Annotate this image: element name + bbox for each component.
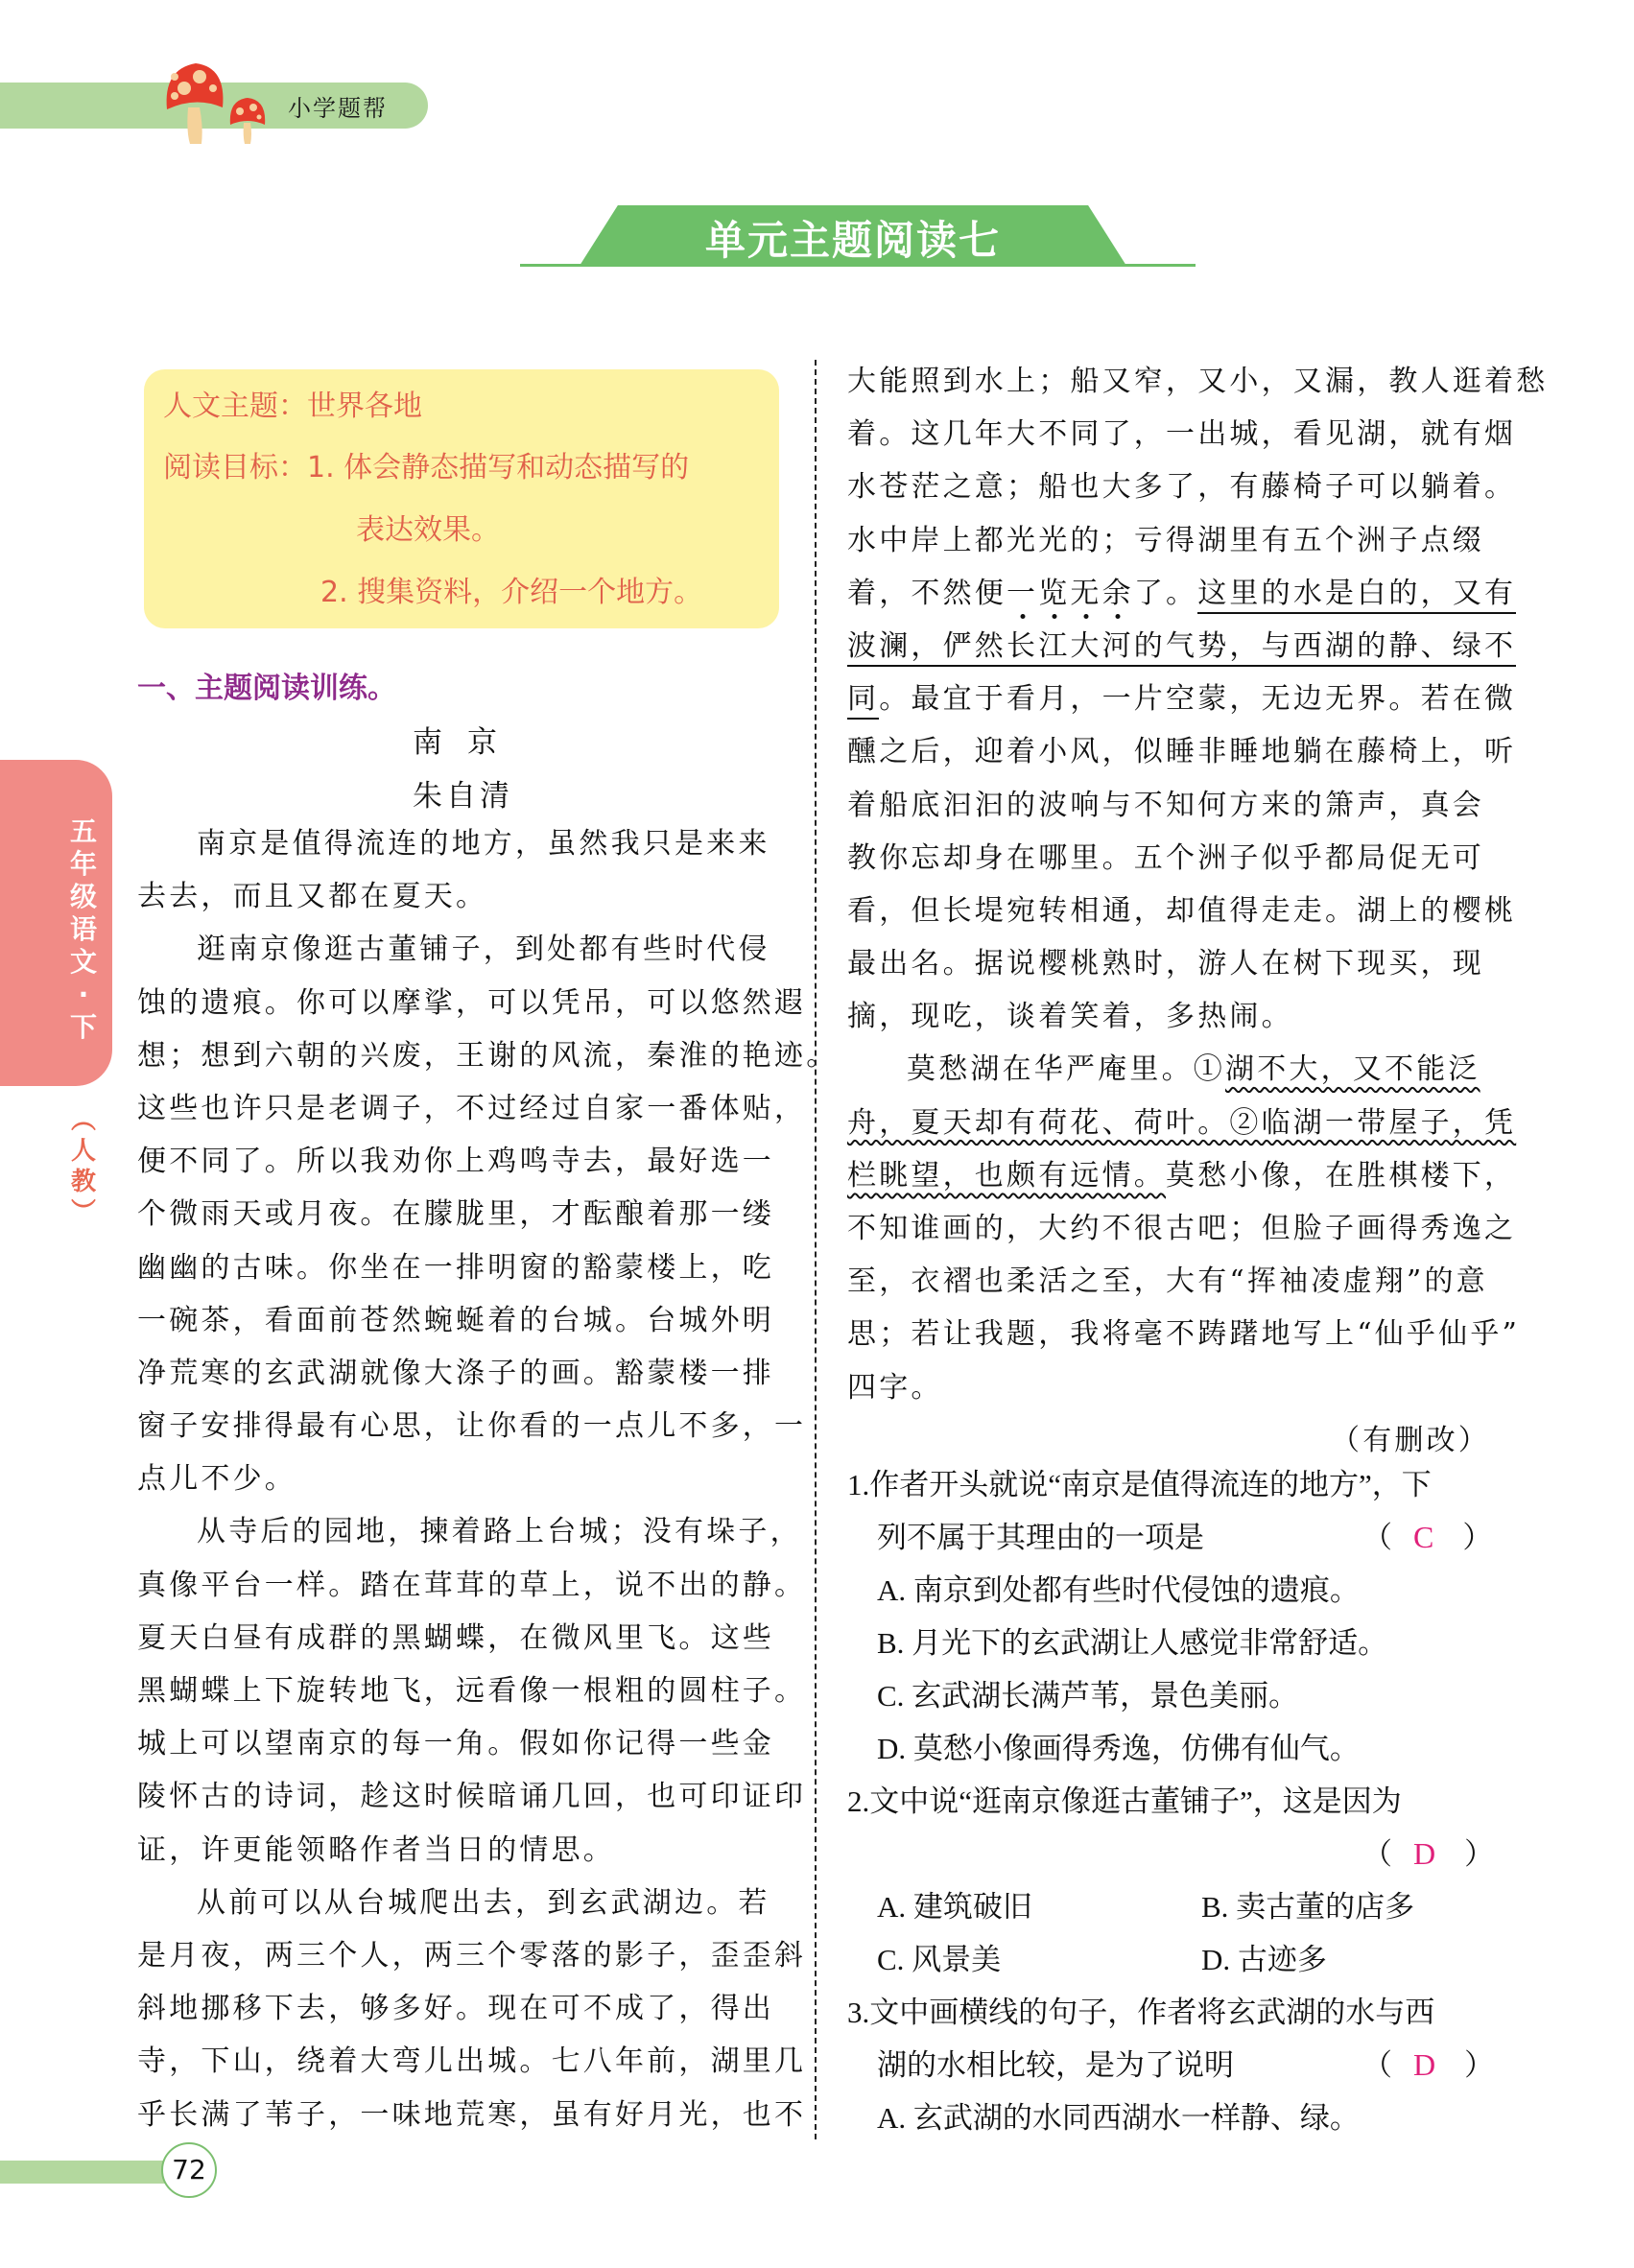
- bracket-open: （: [1362, 1521, 1392, 1554]
- question-1-stem-line2: 列不属于其理由的一项是: [877, 1521, 1204, 1554]
- passage-line: [847, 1149, 1517, 1202]
- passage-line: 证，许更能领略作者当日的情思。: [137, 1832, 615, 1867]
- passage-line: 思；若让我题，我将毫不踌躇地写上“仙乎仙乎”: [847, 1317, 1521, 1352]
- passage-line: 水苍茫之意；船也大多了，有藤椅子可以躺着。: [847, 470, 1517, 505]
- question-number: 3.: [847, 1996, 870, 2029]
- passage-line: 幽幽的古味。你坐在一排明窗的豁蒙楼上，吃: [137, 1250, 774, 1285]
- question-1-option-c: C. 玄武湖长满芦苇，景色美丽。: [877, 1679, 1299, 1713]
- question-3-stem: [847, 1988, 1434, 2031]
- theme-label: 人文主题：: [163, 390, 307, 423]
- theme-value: 世界各地: [307, 390, 422, 423]
- question-3-option-a: A. 玄武湖的水同西湖水一样静、绿。: [877, 2101, 1360, 2135]
- passage-text: 莫愁小像，在胜棋楼下，: [1166, 1158, 1517, 1193]
- passage-line: 至，衣褶也柔活之至，大有“挥袖凌虚翔”的意: [847, 1264, 1488, 1299]
- passage-line: 着。这几年大不同了，一出城，看见湖，就有烟: [847, 417, 1517, 452]
- passage-line: [847, 1043, 1500, 1096]
- question-text: 作者开头就说“南京是值得流连的地方”，下: [869, 1468, 1432, 1501]
- passage-line: 净荒寒的玄武湖就像大涤子的画。豁蒙楼一排: [137, 1356, 774, 1390]
- question-2-option-b: B. 卖古董的店多: [1201, 1890, 1415, 1924]
- question-1-answer: C: [1413, 1520, 1434, 1554]
- brand-name: 小学题帮: [288, 95, 388, 122]
- passage-line: 摘，现吃，谈着笑着，多热闹。: [847, 1000, 1293, 1034]
- emphasis-dot-char: 余: [1101, 576, 1134, 610]
- question-1-option-d: D. 莫愁小像画得秀逸，仿佛有仙气。: [877, 1732, 1360, 1765]
- question-3-answer: D: [1413, 2047, 1436, 2082]
- bracket-open: （: [1362, 1837, 1392, 1871]
- question-number: 2.: [847, 1784, 870, 1818]
- passage-line-underlined: [847, 620, 1517, 673]
- passage-text: 。最宜于看月，一片空蒙，无边无界。若在微: [879, 682, 1517, 717]
- goal-1-line2: 表达效果。: [356, 513, 500, 547]
- question-1-option-a: A. 南京到处都有些时代侵蚀的遗痕。: [877, 1573, 1360, 1607]
- footer-bar: [0, 2161, 173, 2184]
- passage-right-column: [847, 355, 1549, 1467]
- bracket-close: ）: [1464, 1837, 1495, 1871]
- passage-line-with-underline: 着，不然便一览无余了。这里的水是白的，又有: [847, 567, 1500, 620]
- grade-label: 五 年 级 语 文 · 下: [69, 815, 97, 1043]
- question-1-answer-field[interactable]: [1362, 1513, 1497, 1556]
- passage-line: 从寺后的园地，揀着路上台城；没有垛子，: [197, 1515, 802, 1549]
- emphasis-dot-char: 无: [1070, 576, 1102, 610]
- passage-line: 蚀的遗痕。你可以摩挲，可以凭吊，可以悠然遐: [137, 985, 807, 1020]
- passage-line: 便不同了。所以我劝你上鸡鸣寺去，最好选一: [137, 1145, 774, 1179]
- passage-line: 南京是值得流连的地方，虽然我只是来来: [197, 827, 770, 861]
- underlined-sentence: 这里的水是白的，又有: [1197, 577, 1516, 614]
- question-2-answer-field[interactable]: [1362, 1830, 1497, 1873]
- passage-line: 想；想到六朝的兴废，王谢的风流，秦淮的艳迹。: [137, 1038, 839, 1073]
- passage-line: 城上可以望南京的每一角。假如你记得一些金: [137, 1727, 774, 1761]
- question-text: 文中画横线的句子，作者将玄武湖的水与西: [869, 1996, 1435, 2029]
- bracket-close: ）: [1462, 1521, 1493, 1554]
- question-text: 文中说“逛南京像逛古董铺子”，这是因为: [869, 1784, 1402, 1818]
- passage-line: 逛南京像逛古董铺子，到处都有些时代侵: [197, 933, 770, 967]
- question-3-answer-field[interactable]: [1362, 2041, 1497, 2084]
- passage-line: 最出名。据说樱桃熟时，游人在树下现买，现: [847, 947, 1484, 981]
- section-heading: 一、主题阅读训练。: [137, 672, 396, 705]
- bracket-open: （: [1362, 2048, 1392, 2082]
- question-1-stem: [847, 1460, 1432, 1503]
- passage-line: 水中岸上都光光的；亏得湖里有五个洲子点缀: [847, 523, 1484, 557]
- passage-line: 个微雨天或月夜。在朦胧里，才酝酿着那一缕: [137, 1197, 774, 1232]
- underlined-sentence: 波澜，俨然长江大河的气势，与西湖的静、绿不: [847, 629, 1516, 667]
- passage-line: 一碗茶，看面前苍然蜿蜒着的台城。台城外明: [137, 1303, 774, 1337]
- source-note: （有删改）: [1331, 1423, 1490, 1457]
- passage-line: 点儿不少。: [137, 1462, 296, 1497]
- bracket-close: ）: [1464, 2048, 1495, 2082]
- edition-label: ︵ 人 教 ︶: [70, 1106, 96, 1227]
- mushroom-icon: [163, 59, 228, 146]
- passage-line: 不知谁画的，大约不很古吧；但脸子画得秀逸之: [847, 1212, 1517, 1245]
- passage-line: 着船底汩汩的波响与不知何方来的箫声，真会: [847, 788, 1484, 822]
- passage-line: 黑蝴蝶上下旋转地飞，远看像一根粗的圆柱子。: [137, 1674, 807, 1708]
- goal-1-line1: 1. 体会静态描写和动态描写的: [307, 451, 690, 484]
- passage-line: 夏天白昼有成群的黑蝴蝶，在微风里飞。这些: [137, 1620, 774, 1655]
- passage-line: 醺之后，迎着小风，似睡非睡地躺在藤椅上，听: [847, 735, 1517, 769]
- passage-line: 去去，而且又都在夏天。: [137, 880, 488, 914]
- passage-line: 这些也许只是老调子，不过经过自家一番体贴，: [137, 1091, 807, 1125]
- passage-line: 四字。: [847, 1370, 943, 1405]
- passage-line: 教你忘却身在哪里。五个洲子似乎都局促无可: [847, 840, 1484, 875]
- emphasis-dot-char: 一: [1006, 576, 1039, 610]
- passage-left-column: [137, 817, 839, 2141]
- question-3-stem-line2: 湖的水相比较，是为了说明: [877, 2048, 1234, 2082]
- mushroom-small-icon: [228, 96, 267, 146]
- question-2-option-d: D. 古迹多: [1201, 1943, 1327, 1976]
- goal-row-1: [163, 443, 689, 485]
- passage-line: 从前可以从台城爬出去，到玄武湖边。若: [197, 1885, 770, 1920]
- goal-label: 阅读目标：: [163, 451, 307, 484]
- wavy-underlined-sentence: 栏眺望，也颇有远情。: [847, 1158, 1166, 1193]
- question-2-answer: D: [1413, 1836, 1436, 1871]
- passage-text: 莫愁湖在华严庵里。①: [907, 1052, 1225, 1087]
- wavy-underlined-sentence: 舟，夏天却有荷花、荷叶。②临湖一带屋子，凭: [847, 1105, 1517, 1140]
- emphasis-dot-char: 览: [1038, 576, 1071, 610]
- passage-line: 窗子安排得最有心思，让你看的一点儿不多，一: [137, 1409, 807, 1444]
- wavy-underlined-sentence: 湖不大，又不能泛: [1225, 1052, 1480, 1087]
- story-author: 朱自清: [413, 779, 513, 814]
- passage-line: 大能照到水上；船又窄，又小，又漏，教人逛着愁: [847, 365, 1549, 398]
- passage-line: 陵怀古的诗词，趁这时候暗诵几回，也可印证印: [137, 1780, 807, 1814]
- underlined-sentence: 同: [847, 682, 879, 720]
- question-number: 1.: [847, 1468, 870, 1501]
- story-title: 南京: [413, 725, 522, 760]
- passage-line: [847, 673, 1517, 725]
- goal-2: 2. 搜集资料，介绍一个地方。: [320, 576, 703, 609]
- column-divider: [815, 360, 817, 2139]
- question-1-option-b: B. 月光下的玄武湖让人感觉非常舒适。: [877, 1626, 1388, 1660]
- passage-line: 斜地挪移下去，够多好。现在可不成了，得出: [137, 1992, 774, 2026]
- question-2-option-a: A. 建筑破旧: [877, 1890, 1032, 1924]
- passage-line: 看，但长堤宛转相通，却值得走走。湖上的樱桃: [847, 893, 1517, 928]
- passage-line: 乎长满了苇子，一味地荒寒，虽有好月光，也不: [137, 2097, 807, 2132]
- theme-row: [163, 382, 422, 424]
- passage-line: 是月夜，两三个人，两三个零落的影子，歪歪斜: [137, 1938, 807, 1973]
- question-2-option-c: C. 风景美: [877, 1943, 1002, 1976]
- passage-line: 真像平台一样。踏在茸茸的草上，说不出的静。: [137, 1568, 807, 1602]
- question-2-stem: [847, 1777, 1402, 1820]
- page-number: 72: [161, 2142, 217, 2198]
- passage-line: [847, 1097, 1517, 1149]
- passage-line: 寺，下山，绕着大弯儿出城。七八年前，湖里几: [137, 2044, 807, 2079]
- page-title: 单元主题阅读七: [704, 217, 1001, 264]
